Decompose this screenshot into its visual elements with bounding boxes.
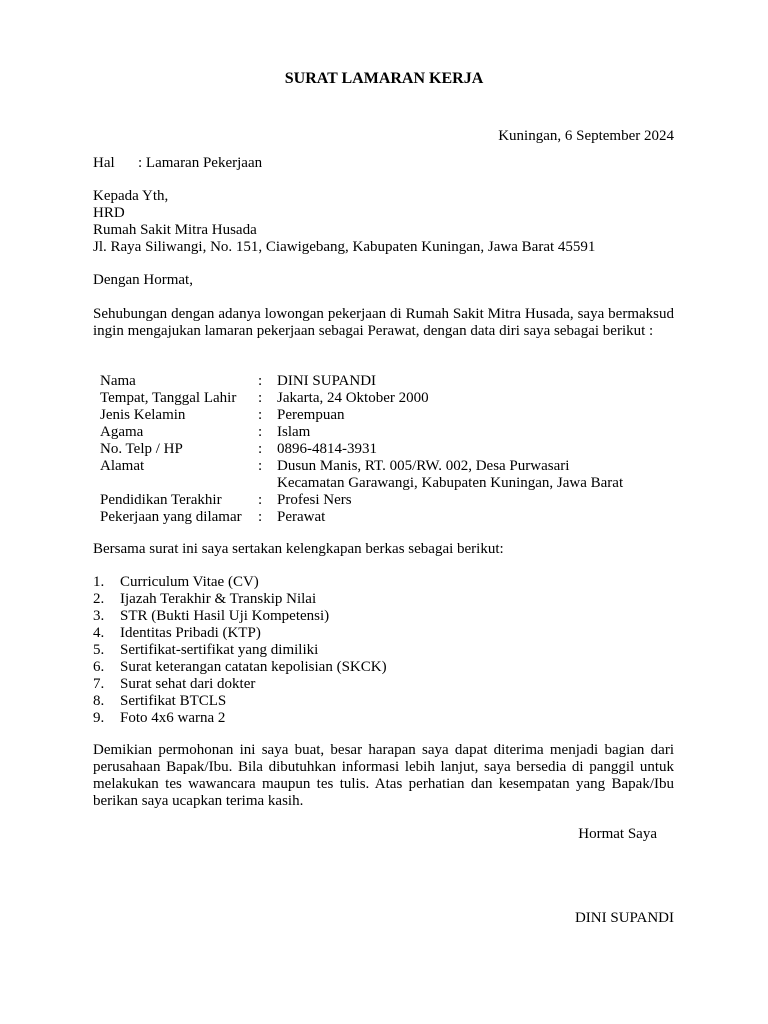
list-item <box>93 591 387 608</box>
attachments-intro: Bersama surat ini saya sertakan kelengkapan berkas sebagai berikut: <box>93 541 504 557</box>
subject-value: : Lamaran Pekerjaan <box>138 155 263 171</box>
list-text: Sertifikat-sertifikat yang dimiliki <box>120 642 319 658</box>
data-label: Tempat, Tanggal Lahir <box>100 390 237 406</box>
recipient-line: Rumah Sakit Mitra Husada <box>93 222 257 238</box>
list-text: Surat sehat dari dokter <box>120 676 256 692</box>
list-text: Sertifikat BTCLS <box>120 693 227 709</box>
list-text: Foto 4x6 warna 2 <box>120 710 226 726</box>
data-row <box>100 407 623 424</box>
recipient-line: HRD <box>93 205 125 221</box>
list-number: 2. <box>93 591 105 607</box>
list-number: 6. <box>93 659 105 675</box>
data-row <box>100 509 623 526</box>
attachments-list <box>93 574 387 727</box>
data-label: Nama <box>100 373 136 389</box>
list-text: Curriculum Vitae (CV) <box>120 574 259 590</box>
data-row <box>100 441 623 458</box>
data-value: Profesi Ners <box>277 492 352 508</box>
data-label: Alamat <box>100 458 145 474</box>
list-text: Ijazah Terakhir & Transkip Nilai <box>120 591 317 607</box>
list-item <box>93 625 387 642</box>
data-label: Pendidikan Terakhir <box>100 492 222 508</box>
data-label: Jenis Kelamin <box>100 407 186 423</box>
data-colon: : <box>258 424 263 440</box>
data-row <box>100 492 623 509</box>
data-colon: : <box>258 458 263 474</box>
data-value: Perawat <box>277 509 326 525</box>
list-number: 5. <box>93 642 105 658</box>
list-item <box>93 574 387 591</box>
data-colon: : <box>258 441 263 457</box>
data-row <box>100 373 623 390</box>
recipient-line: Kepada Yth, <box>93 188 169 204</box>
recipient-address: Jl. Raya Siliwangi, No. 151, Ciawigebang, Kabupaten Kuningan, Jawa Barat 45591 <box>93 239 596 255</box>
list-text: Identitas Pribadi (KTP) <box>120 625 261 641</box>
data-colon: : <box>258 492 263 508</box>
data-value: Dusun Manis, RT. 005/RW. 002, Desa Purwasari <box>277 458 570 474</box>
greeting: Dengan Hormat, <box>93 272 193 288</box>
data-value: Islam <box>277 424 311 440</box>
data-value: DINI SUPANDI <box>277 373 377 389</box>
data-colon: : <box>258 390 263 406</box>
data-label: Pekerjaan yang dilamar <box>100 509 242 525</box>
subject-line <box>93 155 262 172</box>
subject-label: Hal <box>93 155 115 171</box>
data-label: No. Telp / HP <box>100 441 183 457</box>
intro-paragraph: Sehubungan dengan adanya lowongan pekerjaan di Rumah Sakit Mitra Husada, saya bermaksud ingin mengajukan lamaran pekerjaan sebagai Perawat, dengan data diri saya sebagai berikut : <box>93 306 674 339</box>
recipient-block <box>93 188 595 256</box>
list-number: 7. <box>93 676 105 692</box>
data-colon: : <box>258 509 263 525</box>
data-value: Perempuan <box>277 407 345 423</box>
list-number: 3. <box>93 608 105 624</box>
data-row <box>100 390 623 407</box>
list-number: 4. <box>93 625 105 641</box>
list-item <box>93 608 387 625</box>
list-item <box>93 642 387 659</box>
list-number: 9. <box>93 710 105 726</box>
list-item <box>93 693 387 710</box>
data-row <box>100 458 623 475</box>
letter-date: Kuningan, 6 September 2024 <box>498 128 674 144</box>
data-row <box>100 424 623 441</box>
list-item <box>93 710 387 727</box>
data-colon: : <box>258 373 263 389</box>
data-colon: : <box>258 407 263 423</box>
data-value: Jakarta, 24 Oktober 2000 <box>277 390 429 406</box>
list-number: 8. <box>93 693 105 709</box>
data-label: Agama <box>100 424 144 440</box>
list-text: Surat keterangan catatan kepolisian (SKCK) <box>120 659 387 675</box>
data-value: 0896-4814-3931 <box>277 441 377 457</box>
signer-name: DINI SUPANDI <box>574 910 674 926</box>
data-row-continuation <box>100 475 623 492</box>
data-value: Kecamatan Garawangi, Kabupaten Kuningan, Jawa Barat <box>277 475 624 491</box>
personal-data-table <box>100 373 623 526</box>
list-number: 1. <box>93 574 105 590</box>
closing-salutation: Hormat Saya <box>578 826 657 842</box>
list-text: STR (Bukti Hasil Uji Kompetensi) <box>120 608 330 624</box>
list-item <box>93 676 387 693</box>
closing-paragraph: Demikian permohonan ini saya buat, besar harapan saya dapat diterima menjadi bagian dari perusahaan Bapak/Ibu. Bila dibutuhkan informasi lebih lanjut, saya bersedia di panggil untuk melakukan tes wawancara maupun tes tulis. Atas perhatian dan kesempatan yang Bapak/Ibu berikan saya ucapkan terima kasih. <box>93 742 674 809</box>
list-item <box>93 659 387 676</box>
letter-title: SURAT LAMARAN KERJA <box>284 70 484 87</box>
